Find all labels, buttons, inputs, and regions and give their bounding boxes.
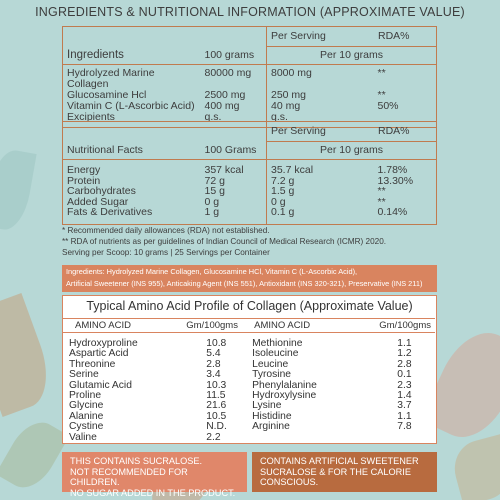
table-row: Aspartic Acid 5.4 Isoleucine 1.2 [69, 348, 412, 360]
amino-col-value: Gm/100gms [182, 319, 248, 333]
warning-box-sucralose: THIS CONTAINS SUCRALOSE. NOT RECOMMENDED FOR CHILDREN. NO SUGAR ADDED IN THE PRODUCT. [62, 452, 247, 492]
table-row: Valine 2.2 [69, 431, 221, 443]
table-row: Proline 11.5 Hydroxylysine 1.4 [69, 390, 412, 402]
decorative-leaf [0, 293, 59, 417]
decorative-leaf [448, 434, 500, 500]
footnote-icmr: ** RDA of nutrients as per guidelines of Indian Council of Medical Research (ICMR) 2020. [62, 237, 387, 246]
ingredients-col-label: Ingredients [63, 47, 201, 65]
ingredient-list: Ingredients: Hydrolyzed Marine Collagen, Glucosamine HCl, Vitamin C (L-Ascorbic Acid), Artificial Sweetener (INS 955), Anticaking Agent (INS 551), Antioxidant (INS 320-321), Preservative (INS 211) [62, 265, 437, 292]
amino-acid-profile [62, 295, 437, 444]
amino-col-acid: AMINO ACID [248, 319, 367, 333]
facts-col-label: Nutritional Facts [63, 142, 201, 160]
table-row: Glutamic Acid 10.3 Phenylalanine 2.3 [69, 379, 412, 391]
col-100g: 100 Grams [201, 142, 267, 160]
decorative-leaf [0, 413, 69, 496]
amino-table [63, 318, 435, 443]
table-row: Glycine 21.6 Lysine 3.7 [69, 400, 412, 412]
table-row: Protein 72 g 7.2 g 13.30% [67, 174, 414, 187]
table-row: Cystine N.D. Arginine 7.8 [69, 421, 412, 433]
rda-header: RDA% [352, 27, 437, 47]
decorative-leaf [0, 147, 37, 233]
table-row: Serine 3.4 Tyrosine 0.1 [69, 369, 412, 381]
table-row: Threonine 2.8 Leucine 2.8 [69, 358, 412, 370]
serving-info: Serving per Scoop: 10 grams | 25 Servings per Container [62, 248, 270, 257]
footnotes [62, 225, 442, 258]
table-row: Added Sugar 0 g 0 g ** [67, 195, 386, 208]
amino-title: Typical Amino Acid Profile of Collagen (Approximate Value) [86, 299, 413, 313]
table-row: Energy 357 kcal 35.7 kcal 1.78% [63, 160, 437, 176]
amino-col-value: Gm/100gms [367, 319, 435, 333]
col-per-serving: Per 10 grams [267, 142, 437, 160]
page-title: INGREDIENTS & NUTRITIONAL INFORMATION (APPROXIMATE VALUE) [35, 5, 465, 19]
amino-col-acid: AMINO ACID [63, 319, 182, 333]
table-row: Hydrolyzed Marine Collagen 80000 mg 8000 mg ** [63, 65, 437, 91]
table-row: Hydroxyproline 10.8 Methionine 1.1 [69, 338, 412, 349]
table-row: Excipients q.s. q.s. [63, 112, 437, 128]
table-row: Fats & Derivatives 1 g 0.1 g 0.14% [63, 207, 437, 224]
table-row: Vitamin C (L-Ascorbic Acid) 400 mg 40 mg 50% [67, 100, 399, 112]
per-serving-header: Per Serving [267, 122, 352, 142]
ingredients-table [62, 26, 437, 128]
rda-header: RDA% [352, 122, 437, 142]
col-per-serving: Per 10 grams [267, 47, 437, 65]
nutritional-facts-table [62, 121, 437, 225]
col-100g: 100 grams [201, 47, 267, 65]
warning-box-sweetener: CONTAINS ARTIFICIAL SWEETENER SUCRALOSE & FOR THE CALORIE CONSCIOUS. [252, 452, 437, 492]
table-row: Alanine 10.5 Histidine 1.1 [69, 410, 412, 422]
per-serving-header: Per Serving [267, 27, 352, 47]
table-row: Carbohydrates 15 g 1.5 g ** [67, 185, 386, 197]
footnote-rda: * Recommended daily allowances (RDA) not established. [62, 226, 270, 235]
table-row: Glucosamine Hcl 2500 mg 250 mg ** [67, 89, 386, 101]
